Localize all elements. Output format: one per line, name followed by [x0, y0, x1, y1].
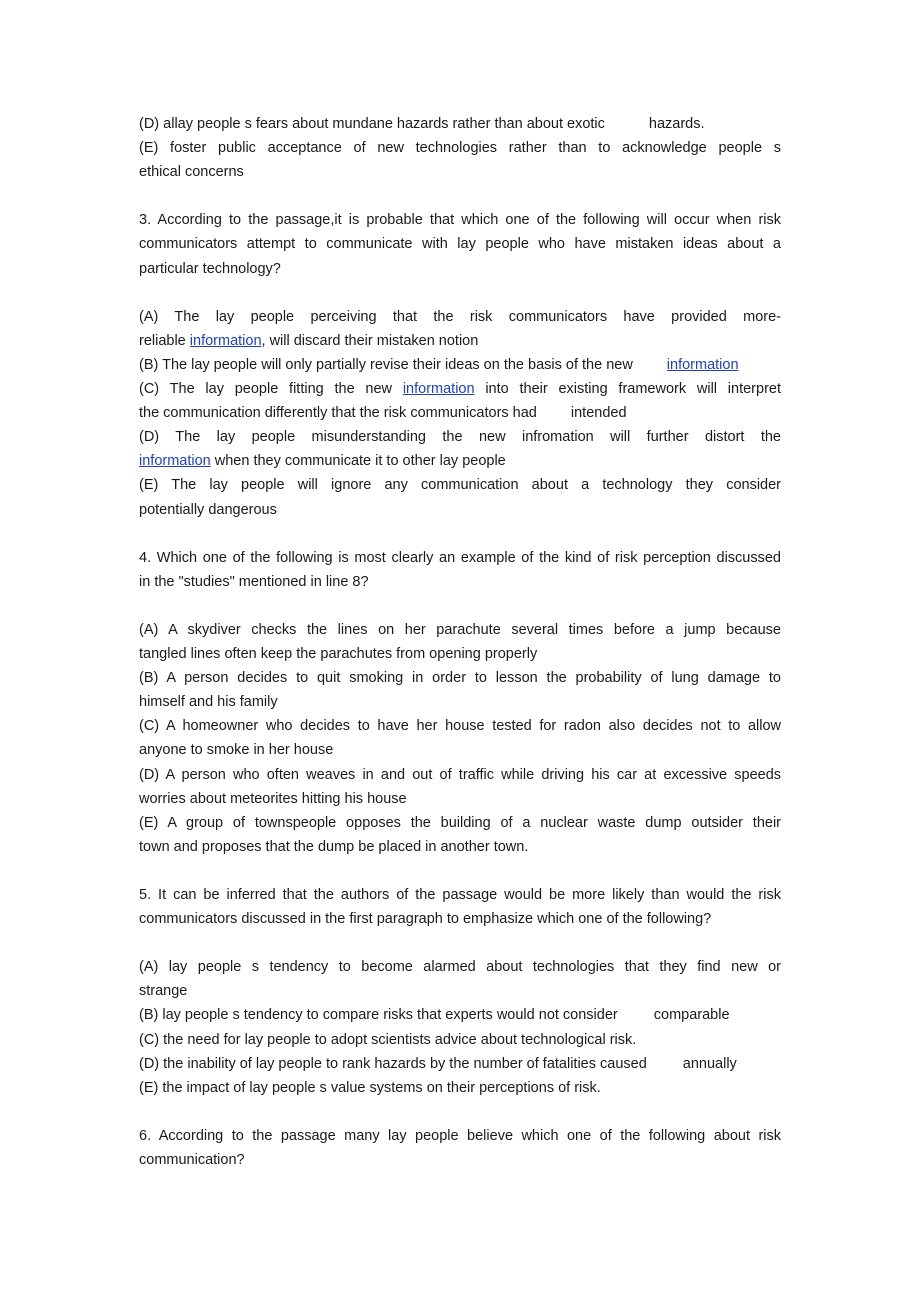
q5-stem: communicators discussed in the first paragraph to emphasize which one of the following? [139, 911, 712, 928]
q4-option-d-cont: worries about meteorites hitting his house [139, 790, 407, 807]
q6-stem: communication? [139, 1152, 245, 1169]
q5-option-a: (A) lay people s tendency to become alarmed about technologies that they find new or [139, 959, 782, 976]
q5-option-e: (E) the impact of lay people s value systems on their perceptions of risk. [139, 1079, 601, 1096]
q2-option-d: (D) allay people s fears about mundane hazards rather than about exotic hazards. [139, 116, 705, 132]
q2-option-e-cont: ethical concerns [139, 164, 244, 181]
information-link[interactable]: information [189, 332, 262, 349]
q4-option-d: (D) A person who often weaves in and out of traffic while driving his car at excessive speeds [139, 766, 782, 783]
q4-option-a: (A) A skydiver checks the lines on her parachute several times before a jump because [139, 621, 781, 638]
q3-option-b: (B) The lay people will only partially revise their ideas on the basis of the new information [139, 356, 739, 373]
q5-option-a-cont: strange [139, 983, 188, 1000]
q6-stem: 6. According to the passage many lay people believe which one of the following about risk [139, 1127, 781, 1144]
q3-option-a: (A) The lay people perceiving that the risk communicators have provided more- [139, 308, 781, 325]
q4-option-a-cont: tangled lines often keep the parachutes from opening properly [139, 646, 538, 663]
q3-stem: particular technology? [139, 260, 281, 277]
q3-option-d: (D) The lay people misunderstanding the new infromation will further distort the [139, 429, 781, 446]
q3-option-d-cont: information when they communicate it to other lay people [139, 453, 506, 470]
q4-option-c: (C) A homeowner who decides to have her house tested for radon also decides not to allow [139, 718, 782, 735]
q5-option-c: (C) the need for lay people to adopt scientists advice about technological risk. [139, 1031, 637, 1048]
q4-option-e: (E) A group of townspeople opposes the building of a nuclear waste dump outsider their [139, 814, 781, 831]
q3-option-c-cont: the communication differently that the risk communicators had intended [139, 405, 627, 422]
q3-option-e: (E) The lay people will ignore any communication about a technology they consider [139, 477, 782, 494]
information-link[interactable]: information [666, 356, 739, 373]
q4-option-c-cont: anyone to smoke in her house [139, 742, 334, 759]
q3-option-c: (C) The lay people fitting the new information into their existing framework will interpret [139, 381, 781, 398]
q4-option-b: (B) A person decides to quit smoking in order to lesson the probability of lung damage to [139, 670, 781, 687]
q4-option-b-cont: himself and his family [139, 694, 278, 711]
q3-stem: communicators attempt to communicate with lay people who have mistaken ideas about a [139, 236, 781, 253]
q4-stem: 4. Which one of the following is most clearly an example of the kind of risk perception discussed [139, 549, 781, 566]
information-link[interactable]: information [402, 381, 475, 398]
q4-stem: in the "studies" mentioned in line 8? [139, 573, 369, 590]
q5-option-d: (D) the inability of lay people to rank hazards by the number of fatalities caused annually [139, 1055, 737, 1072]
q3-option-e-cont: potentially dangerous [139, 501, 277, 518]
q5-stem: 5. It can be inferred that the authors of the passage would be more likely than would the risk [139, 887, 781, 903]
q2-option-e: (E) foster public acceptance of new technologies rather than to acknowledge people s [139, 140, 781, 157]
q4-option-e-cont: town and proposes that the dump be placed in another town. [139, 838, 529, 855]
information-link[interactable]: information [139, 453, 211, 470]
document-page [139, 112, 781, 1172]
q3-option-a-cont: reliable information, will discard their mistaken notion [139, 332, 479, 349]
q5-option-b: (B) lay people s tendency to compare risks that experts would not consider comparable [139, 1007, 730, 1024]
q3-stem: 3. According to the passage,it is probable that which one of the following will occur when risk [139, 212, 781, 229]
